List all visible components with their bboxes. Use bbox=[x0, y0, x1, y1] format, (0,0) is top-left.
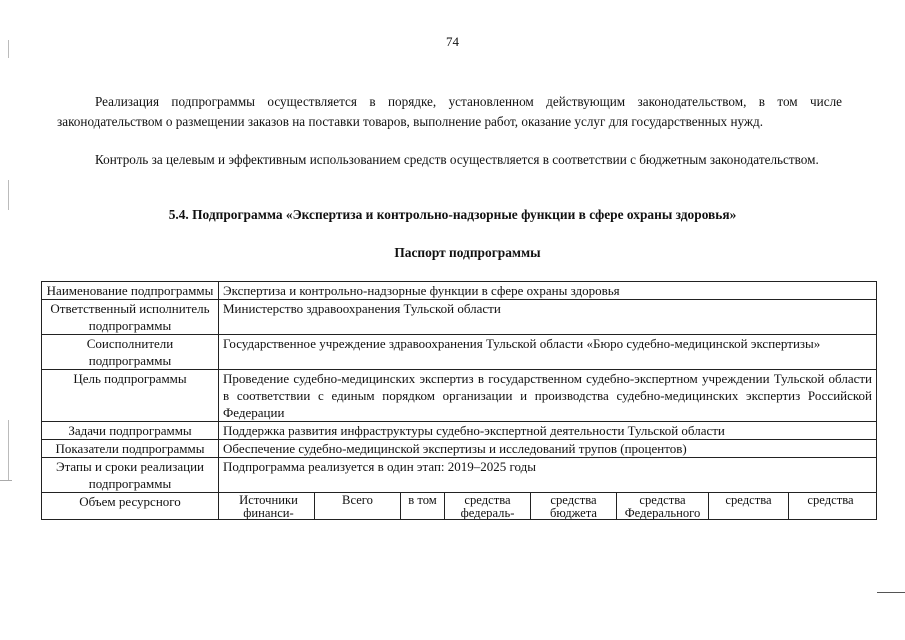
row-value: Подпрограмма реализуется в один этап: 2019–2025 годы bbox=[219, 458, 877, 493]
row-label: Соисполнители подпрограммы bbox=[42, 335, 219, 370]
table-row bbox=[42, 335, 877, 370]
resource-column-header: средства федераль- bbox=[445, 493, 531, 519]
row-label: Цель подпрограммы bbox=[42, 370, 219, 422]
table-row bbox=[42, 458, 877, 493]
margin-mark bbox=[8, 180, 9, 210]
resource-column-header: средства Федерального bbox=[617, 493, 709, 519]
resource-column-header: средства bbox=[709, 493, 789, 519]
resource-column-header: Источники финанси- bbox=[223, 493, 315, 519]
row-value: Министерство здравоохранения Тульской области bbox=[219, 300, 877, 335]
table-row bbox=[42, 282, 877, 300]
row-label: Наименование подпрограммы bbox=[42, 282, 219, 300]
resource-column-header: средства bbox=[807, 493, 854, 507]
resource-header-grid bbox=[223, 493, 872, 519]
table-continuation-rule bbox=[877, 592, 905, 593]
paragraph-implementation: Реализация подпрограммы осуществляется в порядке, установленном действующим законодательством, в том числе законодательством о размещении заказов на поставки товаров, выполнение работ, оказание услуг для государственных нужд. bbox=[57, 94, 842, 129]
passport-title: Паспорт подпрограммы bbox=[394, 245, 541, 260]
passport-table bbox=[41, 281, 877, 520]
resource-row-label: Объем ресурсного bbox=[42, 493, 219, 520]
row-label: Задачи подпрограммы bbox=[42, 422, 219, 440]
table-row bbox=[42, 370, 877, 422]
row-value: Проведение судебно-медицинских экспертиз в государственном судебно-экспертном учреждении Тульской области в соответствии с единым порядком организации и производства судебно-медицинских экспертиз Российской Федерации bbox=[219, 370, 877, 422]
section-title: 5.4. Подпрограмма «Экспертиза и контрольно-надзорные функции в сфере охраны здоровья» bbox=[168, 207, 737, 222]
row-value: Поддержка развития инфраструктуры судебно-экспертной деятельности Тульской области bbox=[219, 422, 877, 440]
page-number: 74 bbox=[446, 34, 459, 49]
margin-rule bbox=[0, 480, 12, 481]
paragraph-control: Контроль за целевым и эффективным использованием средств осуществляется в соответствии с бюджетным законодательством. bbox=[95, 152, 819, 167]
resource-column-header: Всего bbox=[315, 493, 401, 519]
table-row bbox=[42, 440, 877, 458]
row-label: Показатели подпрограммы bbox=[42, 440, 219, 458]
row-value: Экспертиза и контрольно-надзорные функции в сфере охраны здоровья bbox=[219, 282, 877, 300]
resource-column-header: в том bbox=[401, 493, 445, 519]
table-row bbox=[42, 300, 877, 335]
row-label: Этапы и сроки реализации подпрограммы bbox=[42, 458, 219, 493]
resource-columns bbox=[219, 493, 877, 520]
table-row bbox=[42, 422, 877, 440]
row-label: Ответственный исполнитель подпрограммы bbox=[42, 300, 219, 335]
row-value: Обеспечение судебно-медицинской экспертизы и исследований трупов (процентов) bbox=[219, 440, 877, 458]
resource-column-header: средства бюджета bbox=[531, 493, 617, 519]
margin-mark bbox=[8, 420, 9, 480]
row-value: Государственное учреждение здравоохранения Тульской области «Бюро судебно-медицинской экспертизы» bbox=[219, 335, 877, 370]
resource-row bbox=[42, 493, 877, 520]
